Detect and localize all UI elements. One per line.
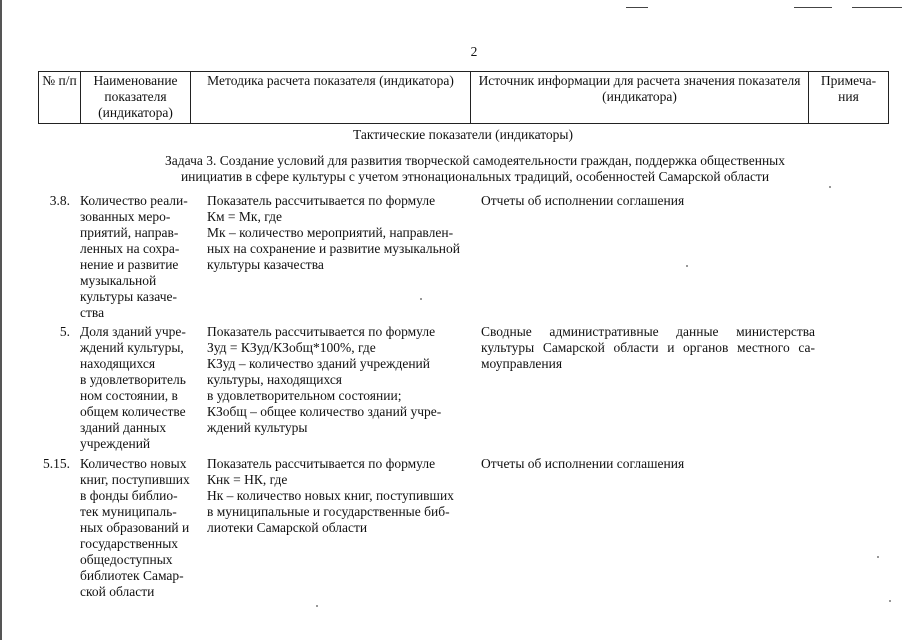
row-number: 5.15. — [43, 456, 70, 471]
indicator-name-line: общедоступных — [80, 552, 173, 567]
indicator-name — [80, 456, 198, 600]
information-source — [481, 324, 815, 372]
calculation-method — [207, 193, 475, 273]
header-number: № п/п — [39, 72, 81, 124]
indicator-name-line: ных образований и — [80, 520, 190, 535]
scan-speck — [420, 298, 422, 300]
information-source — [481, 193, 815, 209]
section-title: Тактические показатели (индикаторы) — [352, 127, 573, 142]
indicator-name-line: книг, поступивших — [80, 472, 190, 487]
calculation-method-line: Показатель рассчитывается по формуле — [207, 193, 436, 208]
indicator-name — [80, 193, 198, 321]
indicator-name-line: Количество новых — [80, 456, 187, 471]
indicator-name-line: библиотек Самар- — [80, 568, 184, 583]
row-number: 3.8. — [49, 193, 70, 208]
page-number: 2 — [470, 44, 478, 59]
indicator-name-line: в фонды библио- — [80, 488, 178, 503]
indicator-name-line: государственных — [80, 536, 179, 551]
calculation-method-line: Мк – количество мероприятий, направлен- — [207, 225, 454, 240]
scan-speck — [877, 556, 879, 558]
calculation-method-line: ждений культуры — [207, 420, 308, 435]
calculation-method-line: Показатель рассчитывается по формуле — [207, 324, 436, 339]
indicator-name-line: нение и развитие — [80, 257, 179, 272]
calculation-method-line: в удовлетворительном состоянии; — [207, 388, 402, 403]
information-source-line: культуры Самарской области и органов местного са- — [481, 340, 815, 355]
task-line: инициатив в сфере культуры с учетом этнонациональных традиций, особенностей Самарской области — [180, 169, 770, 184]
scan-speck — [316, 605, 318, 607]
calculation-method-line: культуры казачества — [207, 257, 324, 272]
indicator-name-line: приятий, направ- — [80, 225, 179, 240]
calculation-method-line: Кнк = НК, где — [207, 472, 288, 487]
indicator-name-line: в удовлетворитель — [80, 372, 186, 387]
header-indicator-name: Наименование показателя (индикатора) — [81, 72, 191, 124]
header-calculation-method: Методика расчета показателя (индикатора) — [191, 72, 471, 124]
indicator-name-line: ства — [80, 305, 105, 320]
indicator-name-line: общем количестве — [80, 404, 186, 419]
indicator-name-line: находящихся — [80, 356, 156, 371]
indicator-name-line: музыкальной — [80, 273, 157, 288]
indicator-name-line: ской области — [80, 584, 155, 599]
calculation-method-line: в муниципальные и государственные биб- — [207, 504, 450, 519]
indicator-name-line: культуры казаче- — [80, 289, 177, 304]
information-source — [481, 456, 815, 472]
calculation-method-line: Зуд = КЗуд/КЗобщ*100%, где — [207, 340, 376, 355]
calculation-method-line: Показатель рассчитывается по формуле — [207, 456, 436, 471]
calculation-method-line: Нк – количество новых книг, поступивших — [207, 488, 454, 503]
indicator-name-line: ждений культуры, — [80, 340, 184, 355]
row-number: 5. — [59, 324, 70, 339]
indicator-name-line: тек муниципаль- — [80, 504, 177, 519]
scan-speck — [889, 600, 891, 602]
header-notes: Примеча-ния — [809, 72, 889, 124]
calculation-method — [207, 324, 475, 436]
calculation-method-line: культуры, находящихся — [207, 372, 343, 387]
information-source-line: моуправления — [481, 356, 563, 371]
information-source-line: Отчеты об исполнении соглашения — [481, 456, 685, 471]
indicator-name-line: ленных на сохра- — [80, 241, 180, 256]
table-header — [38, 71, 889, 124]
scan-mark — [852, 7, 902, 8]
task-line: Задача 3. Создание условий для развития творческой самодеятельности граждан, поддержка общественных — [165, 153, 785, 168]
calculation-method-line: КЗуд – количество зданий учреждений — [207, 356, 431, 371]
scan-speck — [686, 265, 688, 267]
indicator-name-line: зданий данных — [80, 420, 167, 435]
indicator-name-line: Количество реали- — [80, 193, 188, 208]
calculation-method-line: КЗобщ – общее количество зданий учре- — [207, 404, 442, 419]
information-source-line: Отчеты об исполнении соглашения — [481, 193, 685, 208]
scan-speck — [829, 186, 831, 188]
indicator-name — [80, 324, 198, 452]
scan-edge-line — [0, 0, 2, 640]
indicator-name-line: ном состоянии, в — [80, 388, 178, 403]
calculation-method-line: ных на сохранение и развитие музыкальной — [207, 241, 460, 256]
information-source-line: Сводные административные данные министерства — [481, 324, 815, 339]
scan-mark — [794, 7, 832, 8]
scan-mark — [626, 7, 648, 8]
calculation-method — [207, 456, 475, 536]
task-heading — [120, 153, 830, 185]
calculation-method-line: Км = Мк, где — [207, 209, 282, 224]
indicator-name-line: Доля зданий учре- — [80, 324, 186, 339]
header-information-source: Источник информации для расчета значения показателя (индикатора) — [471, 72, 809, 124]
calculation-method-line: лиотеки Самарской области — [207, 520, 368, 535]
indicator-name-line: зованных меро- — [80, 209, 171, 224]
indicator-name-line: учреждений — [80, 436, 151, 451]
